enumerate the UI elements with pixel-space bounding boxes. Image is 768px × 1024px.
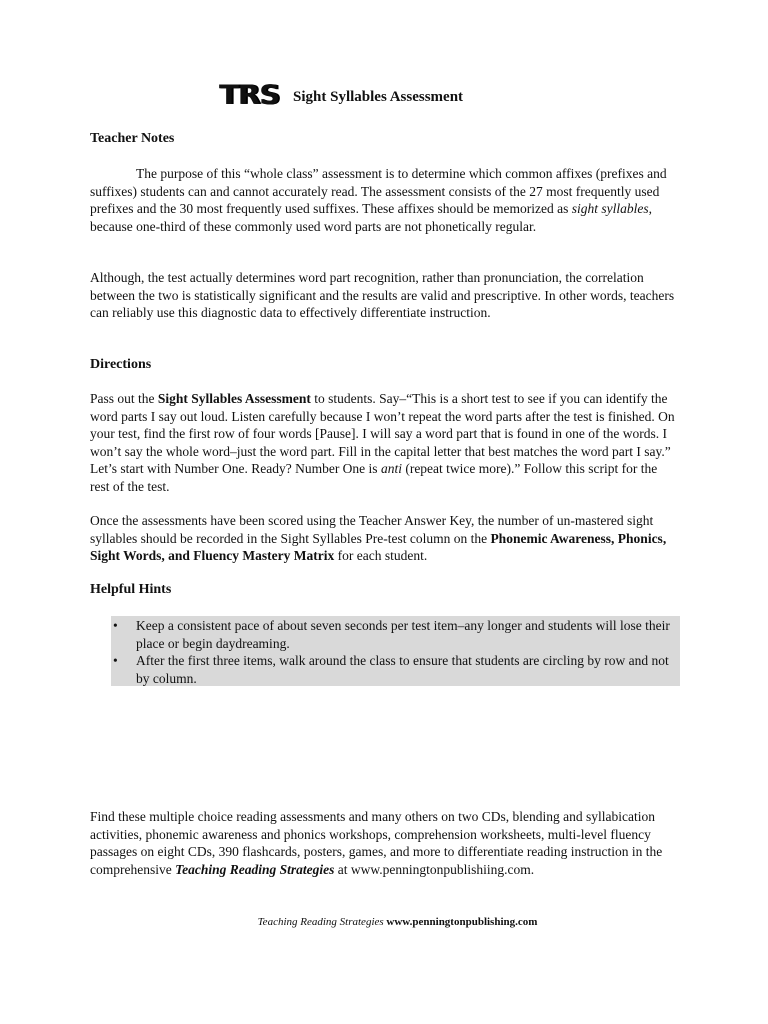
mastery-matrix-bold: Phonemic Awareness, Phonics, Sight Words, and Fluency Mastery Matrix	[90, 530, 667, 563]
footer-website: www.penningtonpublishing.com	[386, 916, 538, 928]
list-item	[111, 616, 680, 652]
directions-text-mid: to students. Say–“This is a short test to see if you can identify the word parts I say out loud. Listen carefully because I won’t repeat the word parts after the test is finished. On your test, find the first row of four words [Pause]. I will say a word part that is found in one of the words. I won’t say the whole word–just the word part. Fill in the capital letter that best matches the word part I say.” Let’s start with Number One. Ready? Number One is	[90, 391, 675, 476]
hint-text: After the first three items, walk around the class to ensure that students are circling by row and not by column.	[136, 653, 669, 686]
teacher-notes-paragraph-1	[90, 165, 680, 235]
page-footer	[0, 916, 768, 928]
directions-italic-word: anti	[380, 461, 402, 476]
hint-text: Keep a consistent pace of about seven seconds per test item–any longer and students will lose their place or begin daydreaming.	[136, 618, 670, 651]
teacher-notes-paragraph-2	[90, 269, 680, 322]
teacher-notes-text-2: Although, the test actually determines word part recognition, rather than pronunciation, the correlation between the two is statistically significant and the results are valid and prescriptive. In other words, teachers can reliably use this diagnostic data to effectively differentiate instruction.	[90, 270, 675, 320]
directions-text-2-end: for each student.	[334, 548, 428, 563]
directions-paragraph-1	[90, 390, 680, 495]
directions-bold-title: Sight Syllables Assessment	[157, 391, 311, 406]
promo-product-name: Teaching Reading Strategies	[175, 861, 335, 877]
footer-product-name: Teaching Reading Strategies	[257, 916, 384, 928]
list-item	[111, 652, 680, 687]
bullet-icon: •	[113, 618, 118, 633]
promo-text: Find these multiple choice reading assessments and many others on two CDs, blending and syllabication activities, phonemic awareness and phonics workshops, comprehension worksheets, multi-level fluency passages on eight CDs, 390 flashcards, posters, games, and more to differentiate reading instruction in the comprehensive	[90, 809, 663, 877]
trs-logo: TRS	[219, 79, 279, 111]
directions-paragraph-2	[90, 512, 680, 565]
hints-list	[111, 616, 680, 687]
teacher-notes-heading: Teacher Notes	[90, 131, 175, 146]
promo-paragraph	[90, 808, 680, 878]
directions-heading: Directions	[90, 357, 152, 372]
bullet-icon: •	[113, 653, 118, 668]
directions-text-2-start: Once the assessments have been scored using the Teacher Answer Key, the number of un-mastered sight syllables should be recorded in the Sight Syllables Pre-test column on the	[90, 513, 654, 546]
promo-text-end: at www.penningtonpublishiing.com.	[334, 861, 535, 877]
teacher-notes-italic: sight syllables	[571, 201, 649, 216]
directions-text-start: Pass out the	[90, 391, 158, 406]
document-header	[219, 80, 463, 110]
teacher-notes-text: The purpose of this “whole class” assessment is to determine which common affixes (prefixes and suffixes) students can and cannot accurately read. The assessment consists of the 27 most frequently used prefixes and the 30 most frequently used suffixes. These affixes should be memorized as	[90, 166, 667, 216]
helpful-hints-heading: Helpful Hints	[90, 582, 172, 597]
directions-text-end: (repeat twice more).” Follow this script for the rest of the test.	[90, 461, 658, 494]
teacher-notes-text-end: , because one-third of these commonly used word parts are not phonetically regular.	[90, 201, 653, 234]
helpful-hints-box	[111, 616, 680, 686]
page-title: Sight Syllables Assessment	[293, 89, 464, 105]
